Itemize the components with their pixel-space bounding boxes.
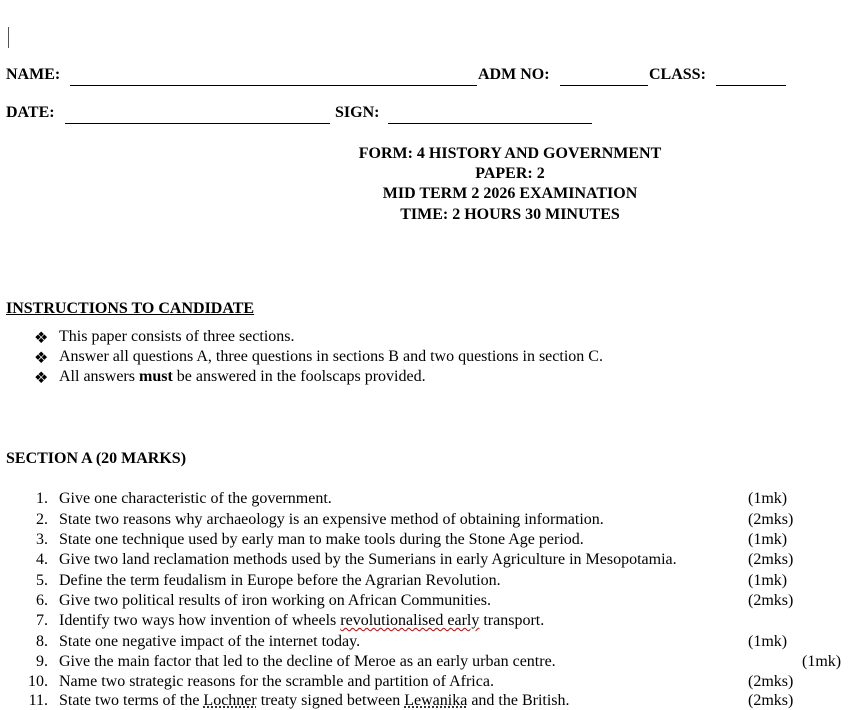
question-number: 1. [36, 490, 48, 507]
bullet-diamond-icon: ❖ [34, 350, 49, 367]
question-number: 11. [28, 692, 48, 709]
instruction-item: Answer all questions A, three questions in sections B and two questions in section C. [59, 348, 603, 365]
question-marks: (1mk) [748, 633, 788, 650]
question-number: 4. [36, 551, 48, 568]
exam-paper: PAPER: 2 [475, 165, 545, 182]
question-number: 9. [36, 653, 48, 670]
instruction-item: This paper consists of three sections. [59, 328, 295, 345]
instruction-item [59, 368, 426, 386]
question-text: State one technique used by early man to make tools during the Stone Age period. [59, 531, 584, 548]
adm-no-label: ADM NO: [478, 66, 550, 83]
question-text [59, 692, 570, 710]
question-marks: (2mks) [748, 673, 794, 690]
sign-field[interactable] [388, 123, 592, 124]
question-text-part: Identify two ways how invention of wheels [59, 612, 337, 629]
question-text-part: treaty signed between [260, 692, 401, 709]
name-field[interactable] [70, 85, 477, 86]
question-number: 2. [36, 511, 48, 528]
question-marks: (2mks) [748, 551, 794, 568]
proper-noun-flagged-text: Lewanika [404, 692, 468, 709]
question-marks: (2mks) [748, 692, 794, 709]
question-marks: (1mk) [748, 490, 788, 507]
name-label: NAME: [6, 66, 61, 83]
class-label: CLASS: [649, 66, 706, 83]
question-text-part: State two terms of the [59, 692, 200, 709]
instructions-title: INSTRUCTIONS TO CANDIDATE [6, 300, 255, 317]
question-text: State one negative impact of the internet today. [59, 633, 361, 650]
question-number: 8. [36, 633, 48, 650]
question-marks: (1mk) [748, 531, 788, 548]
date-label: DATE: [6, 104, 55, 121]
class-field[interactable] [716, 85, 786, 86]
question-text: Give one characteristic of the government. [59, 490, 332, 507]
question-text: Give two land reclamation methods used by the Sumerians in early Agriculture in Mesopotamia. [59, 551, 677, 568]
bullet-diamond-icon: ❖ [34, 370, 49, 387]
question-marks: (2mks) [748, 592, 794, 609]
question-text: Name two strategic reasons for the scramble and partition of Africa. [59, 673, 494, 690]
bullet-diamond-icon: ❖ [34, 330, 49, 347]
question-number: 6. [36, 592, 48, 609]
date-field[interactable] [65, 123, 330, 124]
instruction-item-prefix: All answers [59, 368, 135, 385]
instruction-item-emphasis: must [138, 368, 173, 385]
adm-no-field[interactable] [560, 85, 648, 86]
question-number: 3. [36, 531, 48, 548]
instruction-item-rest: be answered in the foolscaps provided. [176, 368, 426, 385]
question-text [59, 612, 544, 630]
question-number: 7. [36, 612, 48, 629]
question-text: Give two political results of iron working on African Communities. [59, 592, 491, 609]
question-marks: (2mks) [748, 511, 794, 528]
question-text: State two reasons why archaeology is an expensive method of obtaining information. [59, 511, 604, 528]
question-number: 10. [28, 673, 48, 690]
exam-time: TIME: 2 HOURS 30 MINUTES [400, 206, 620, 223]
text-cursor [8, 27, 9, 48]
question-marks: (1mk) [748, 572, 788, 589]
spellcheck-flagged-text: revolutionalised early [340, 612, 480, 629]
question-marks: (1mk) [802, 653, 842, 670]
exam-session: MID TERM 2 2026 EXAMINATION [382, 185, 638, 202]
question-text-part: and the British. [471, 692, 570, 709]
sign-label: SIGN: [335, 104, 380, 121]
question-number: 5. [36, 572, 48, 589]
section-a-title: SECTION A (20 MARKS) [6, 450, 187, 467]
question-text: Give the main factor that led to the decline of Meroe as an early urban centre. [59, 653, 556, 670]
question-text-part: transport. [483, 612, 545, 629]
proper-noun-flagged-text: Lochner [203, 692, 257, 709]
exam-title: FORM: 4 HISTORY AND GOVERNMENT [358, 145, 662, 162]
question-text: Define the term feudalism in Europe before the Agrarian Revolution. [59, 572, 501, 589]
